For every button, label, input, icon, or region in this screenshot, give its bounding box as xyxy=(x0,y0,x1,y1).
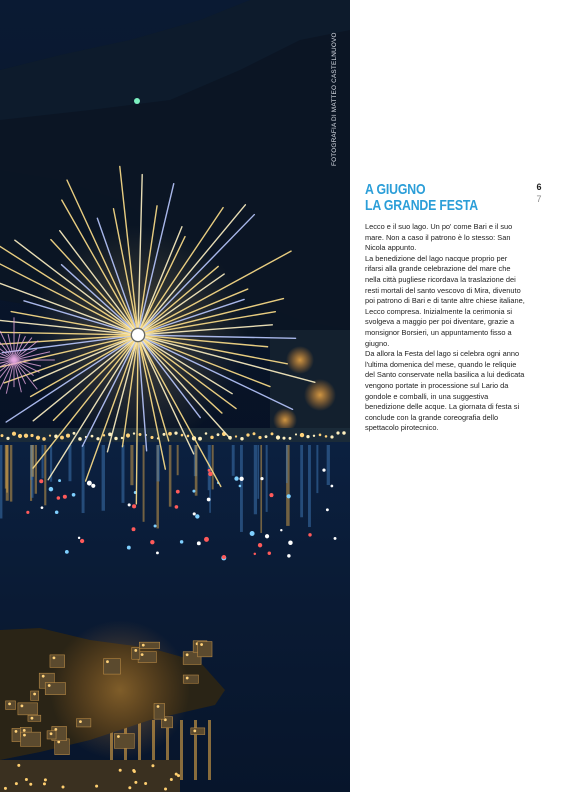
article-column xyxy=(365,182,525,434)
paragraph: Lecco e il suo lago. Un po' come Bari e il suo mare. Non a caso il patrono è lo stesso: San Nicola appunto. xyxy=(365,222,513,253)
title-line-1: A GIUGNO xyxy=(365,181,426,198)
article-title xyxy=(365,182,525,214)
next-page-number: 7 xyxy=(536,194,542,204)
right-shore-lights xyxy=(270,330,350,440)
mountain-light xyxy=(134,98,140,104)
current-page-number: 6 xyxy=(536,182,542,192)
photo-credit: FOTOGRAFIA DI MATTEO CASTELNUOVO xyxy=(331,32,338,166)
title-line-2: LA GRANDE FESTA xyxy=(365,197,479,214)
paragraph: La benedizione del lago nacque proprio per rifarsi alla grande celebrazione del mare che nella città pugliese ricordava la traslazione dei resti mortali del santo vescovo di Mira, divenuto poi patrono di Bari e di tante altre chiese italiane, Lecco compresa. Inizialmente la cerimonia si svolgeva a maggio per poi diventare, grazie a monsignor Borsieri, un appuntamento fisso a giugno. xyxy=(365,253,525,348)
article-body xyxy=(365,222,525,434)
paragraph: Da allora la Festa del lago si celebra ogni anno l'ultima domenica del mese, quando le reliquie del Santo conservate nella basilica a lui dedicata vengono portate in processione sul Lario da gondole e comballi, in una suggestiva benedizione delle acque. La giornata di festa si conclude con la grande coreografia dello spettacolo pirotecnico. xyxy=(365,349,525,433)
page-numbers xyxy=(532,181,546,205)
